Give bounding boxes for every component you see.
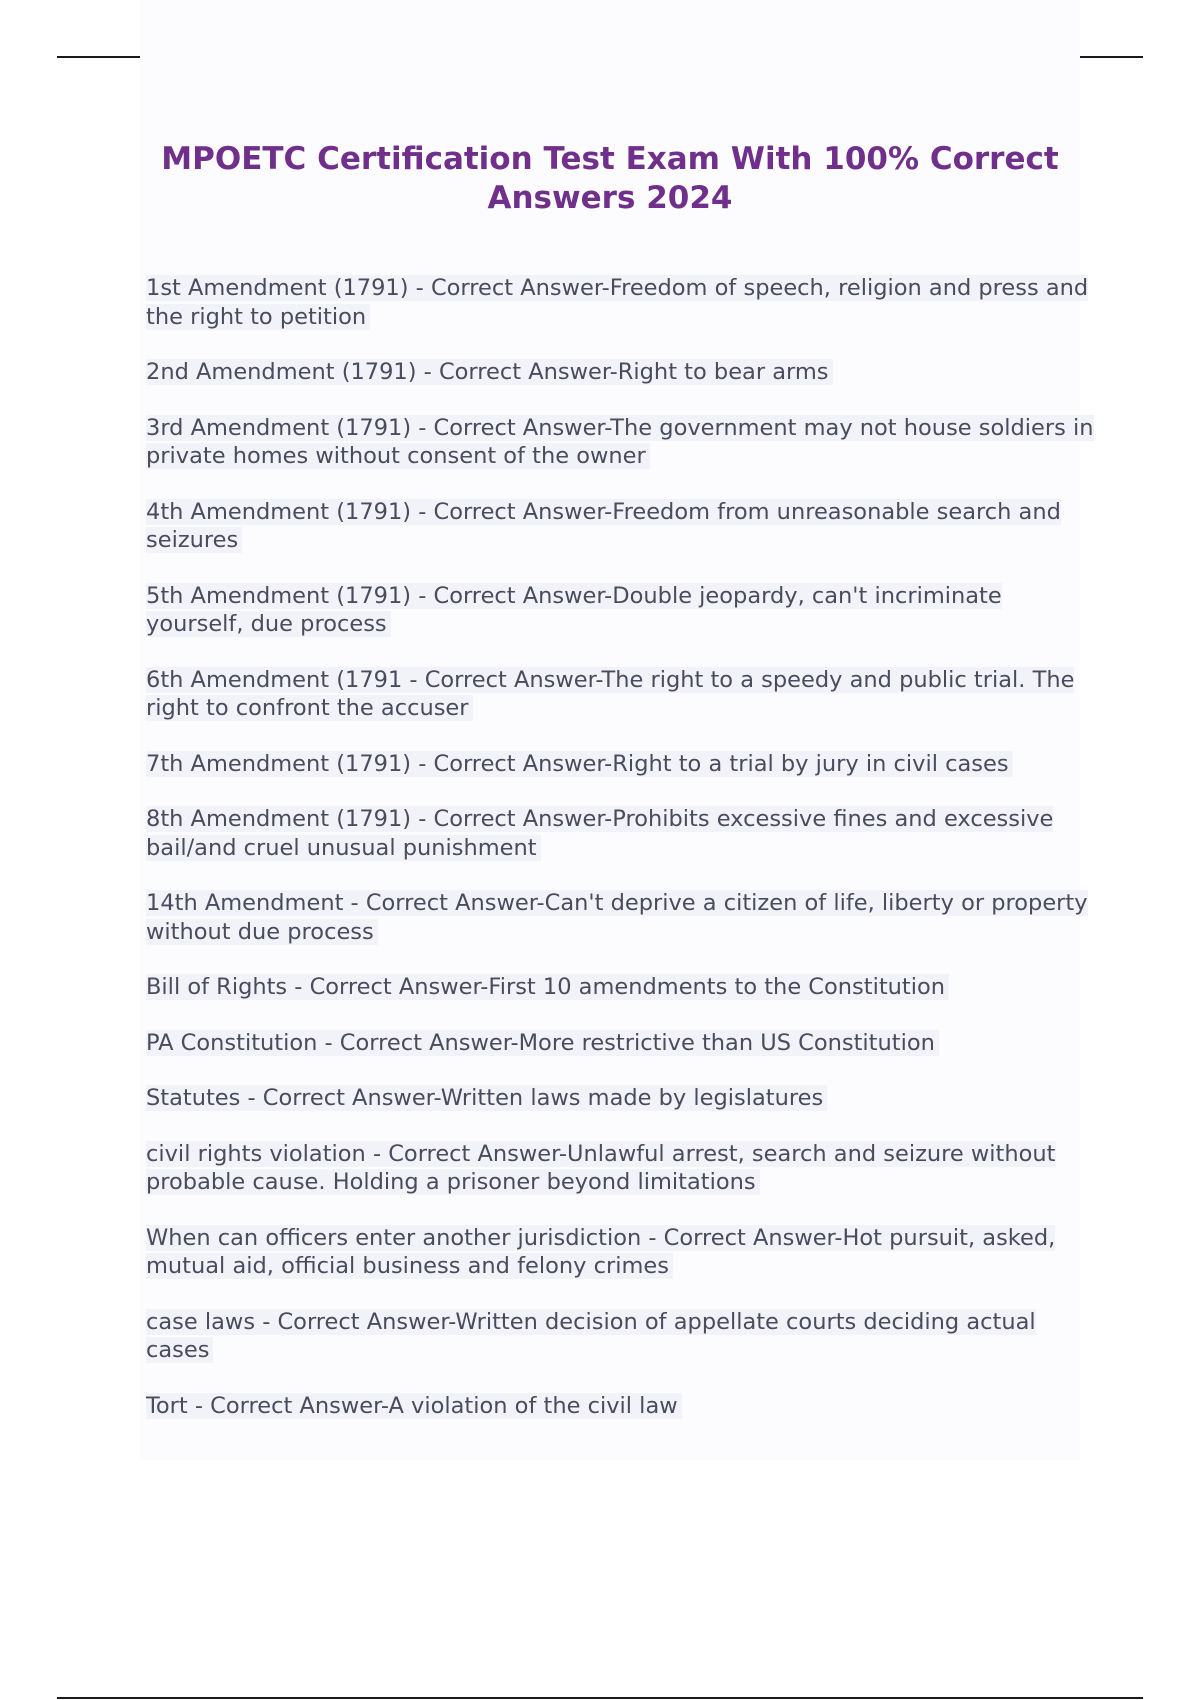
qa-text: 6th Amendment (1791 - Correct Answer-The right to a speedy and public trial. The right to confront the accuser <box>146 666 1075 721</box>
qa-text: Bill of Rights - Correct Answer-First 10 amendments to the Constitution <box>146 974 949 1000</box>
list-item <box>146 582 1096 639</box>
list-item <box>146 1224 1096 1281</box>
list-item <box>146 666 1096 723</box>
qa-text: 3rd Amendment (1791) - Correct Answer-The government may not house soldiers in private homes without consent of the owner <box>146 414 1094 469</box>
page-title: MPOETC Certification Test Exam With 100% Correct Answers 2024 <box>161 141 1059 216</box>
list-item <box>146 750 1096 779</box>
qa-text: civil rights violation - Correct Answer-Unlawful arrest, search and seizure without probable cause. Holding a prisoner beyond limitations <box>146 1140 1056 1195</box>
list-item <box>146 498 1096 555</box>
qa-text: 1st Amendment (1791) - Correct Answer-Freedom of speech, religion and press and the right to petition <box>146 275 1089 330</box>
list-item <box>146 1029 1096 1058</box>
qa-text: 14th Amendment - Correct Answer-Can't deprive a citizen of life, liberty or property without due process <box>146 890 1088 945</box>
qa-text: case laws - Correct Answer-Written decision of appellate courts deciding actual cases <box>146 1308 1036 1363</box>
list-item <box>146 414 1096 471</box>
list-item <box>146 1308 1096 1365</box>
qa-list <box>146 274 1096 1447</box>
qa-text: PA Constitution - Correct Answer-More restrictive than US Constitution <box>146 1030 939 1056</box>
list-item <box>146 1084 1096 1113</box>
qa-text: Statutes - Correct Answer-Written laws made by legislatures <box>146 1085 827 1111</box>
list-item <box>146 1392 1096 1421</box>
qa-text: 5th Amendment (1791) - Correct Answer-Double jeopardy, can't incriminate yourself, due process <box>146 582 1002 637</box>
qa-text: When can officers enter another jurisdiction - Correct Answer-Hot pursuit, asked, mutual aid, official business and felony crimes <box>146 1224 1056 1279</box>
qa-text: 4th Amendment (1791) - Correct Answer-Freedom from unreasonable search and seizures <box>146 498 1061 553</box>
qa-text: 8th Amendment (1791) - Correct Answer-Prohibits excessive fines and excessive bail/and cruel unusual punishment <box>146 806 1054 861</box>
list-item <box>146 358 1096 387</box>
list-item <box>146 889 1096 946</box>
bottom-divider <box>57 1697 1143 1699</box>
qa-text: 7th Amendment (1791) - Correct Answer-Right to a trial by jury in civil cases <box>146 751 1013 777</box>
list-item <box>146 274 1096 331</box>
list-item <box>146 805 1096 862</box>
list-item <box>146 1140 1096 1197</box>
qa-text: Tort - Correct Answer-A violation of the civil law <box>146 1393 682 1419</box>
list-item <box>146 973 1096 1002</box>
qa-text: 2nd Amendment (1791) - Correct Answer-Right to bear arms <box>146 359 833 385</box>
